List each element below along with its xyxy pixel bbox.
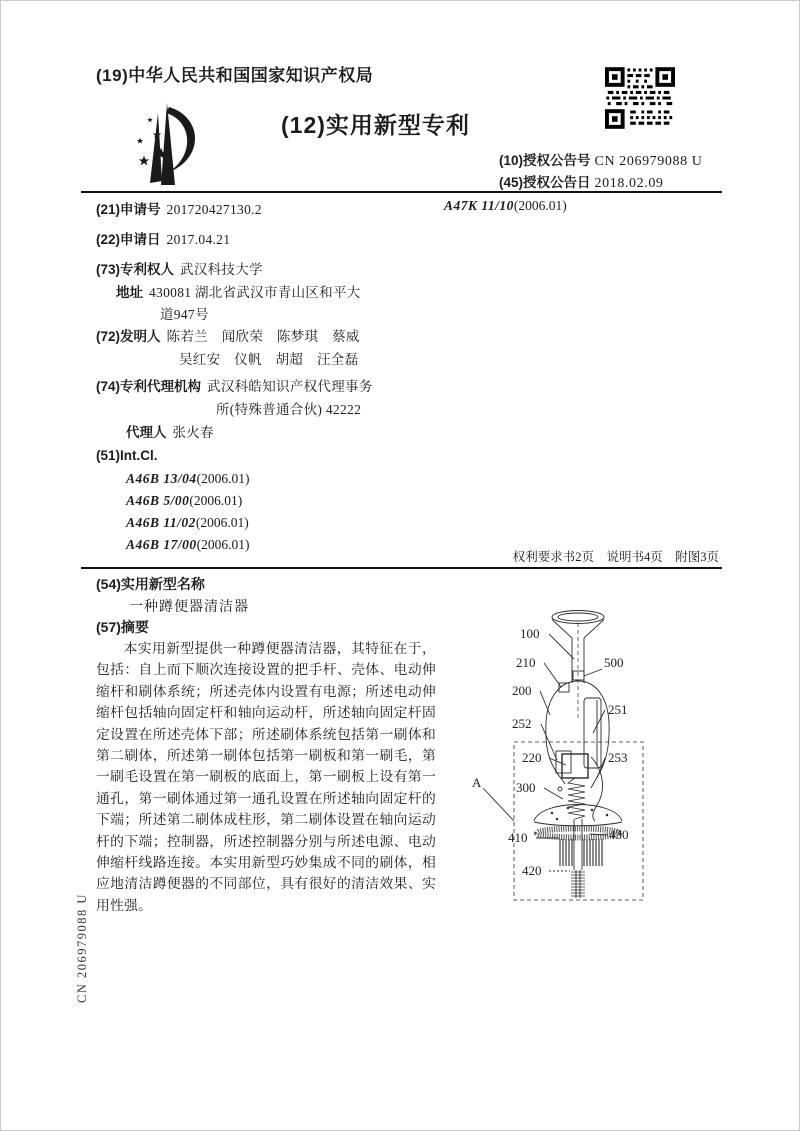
application-number-row (96, 198, 262, 218)
header-divider (81, 191, 722, 193)
invention-title: 一种蹲便器清洁器 (129, 600, 249, 615)
figure-label: 252 (512, 716, 532, 731)
address-line2: 道947号 (160, 307, 209, 322)
address-line1: 430081 湖北省武汉市青山区和平大 (149, 285, 361, 300)
figure-label: A (472, 775, 482, 790)
application-number-value: 201720427130.2 (166, 202, 262, 217)
primary-class-version: (2006.01) (513, 198, 567, 213)
figure-drawing (456, 607, 706, 912)
address-row-2 (160, 303, 209, 323)
figure-label: 200 (512, 683, 532, 698)
agency-label: (74)专利代理机构 (96, 379, 202, 394)
primary-classification (444, 198, 567, 214)
inventors-line2: 吴红安 仪帆 胡超 汪全磊 (179, 352, 359, 367)
figure-label: 410 (508, 830, 528, 845)
inventors-label: (72)发明人 (96, 329, 161, 344)
application-date-value: 2017.04.21 (166, 232, 231, 247)
inventors-row-2 (179, 348, 358, 368)
vertical-doc-number: CN 206979088 U (75, 893, 89, 1003)
title-section-label: (54)实用新型名称 (96, 576, 205, 592)
figure-label: 420 (522, 863, 542, 878)
authority-line: (19)中华人民共和国国家知识产权局 (96, 66, 374, 85)
figure-label: 253 (608, 750, 628, 765)
intcl-label: (51)Int.Cl. (96, 448, 158, 463)
publication-date-row (499, 171, 664, 192)
pages-note: 权利要求书2页 说明书4页 附图3页 (512, 550, 719, 564)
cnipa-logo-icon (115, 99, 219, 189)
intcl-entry: A46B 13/04(2006.01) (126, 471, 250, 486)
agency-row-2 (216, 398, 361, 418)
agency-row (96, 375, 373, 395)
publication-number-value: CN 206979088 U (594, 154, 703, 169)
publication-number-row (499, 149, 702, 170)
intcl-entry: A46B 17/00(2006.01) (126, 537, 250, 552)
inventors-row (96, 325, 360, 345)
inventors-line1: 陈若兰 闻欣荣 陈梦琪 蔡威 (166, 329, 360, 344)
intcl-entry: A46B 11/02(2006.01) (126, 515, 249, 530)
figure-label: 100 (520, 626, 540, 641)
application-date-label: (22)申请日 (96, 232, 161, 247)
abstract-text: 本实用新型提供一种蹲便器清洁器，其特征在于，包括：自上而下顺次连接设置的把手杆、壳体、电动伸缩杆和刷体系统；所述壳体内设置有电源；所述电动伸缩杆包括轴向固定杆和轴向运动杆，所述轴向固定杆固定设置在所述壳体下部；所述刷体系统包括第一刷体和第二刷体，所述第一刷体包括第一刷板和第一刷毛，第一刷毛设置在第一刷板的底面上，第一刷板上设有第一通孔，第一刷体通过第一通孔设置在所述轴向固定杆的下端；所述第二刷体成柱形，第二刷体设置在轴向运动杆的下端；控制器，所述控制器分别与所述电源、电动伸缩杆线路连接。本实用新型巧妙集成不同的刷体，相应地清洁蹲便器的不同部位，具有很好的清洁效果、实用性强。 (96, 641, 436, 913)
application-date-row (96, 228, 230, 248)
patent-figure (456, 607, 706, 912)
qr-code-icon (605, 67, 675, 129)
agent-value: 张火春 (172, 425, 214, 440)
patentee-label: (73)专利权人 (96, 262, 175, 277)
patentee-value: 武汉科技大学 (180, 262, 263, 277)
figure-label: 500 (604, 655, 624, 670)
figure-label: 251 (608, 702, 628, 717)
patentee-row (96, 258, 263, 278)
abstract-section-label: (57)摘要 (96, 619, 149, 635)
application-number-label: (21)申请号 (96, 202, 161, 217)
publication-number-label: (10)授权公告号 (499, 153, 591, 168)
agent-row (126, 421, 214, 441)
figure-label: 220 (522, 750, 542, 765)
publication-date-value: 2018.02.09 (594, 176, 664, 191)
agent-label: 代理人 (126, 425, 167, 440)
document-type-title: (12)实用新型专利 (281, 112, 470, 138)
intcl-header (96, 448, 164, 464)
figure-label: 300 (516, 780, 536, 795)
abstract-divider (81, 567, 722, 569)
primary-class-code: A47K 11/10 (444, 198, 514, 213)
address-row (116, 281, 361, 301)
intcl-entry: A46B 5/00(2006.01) (126, 493, 243, 508)
publication-date-label: (45)授权公告日 (499, 175, 591, 190)
address-label: 地址 (116, 285, 143, 300)
figure-label: 430 (609, 827, 629, 842)
figure-label: 210 (516, 655, 536, 670)
agency-line1: 武汉科皓知识产权代理事务 (207, 379, 373, 394)
agency-line2: 所(特殊普通合伙) 42222 (216, 402, 362, 417)
